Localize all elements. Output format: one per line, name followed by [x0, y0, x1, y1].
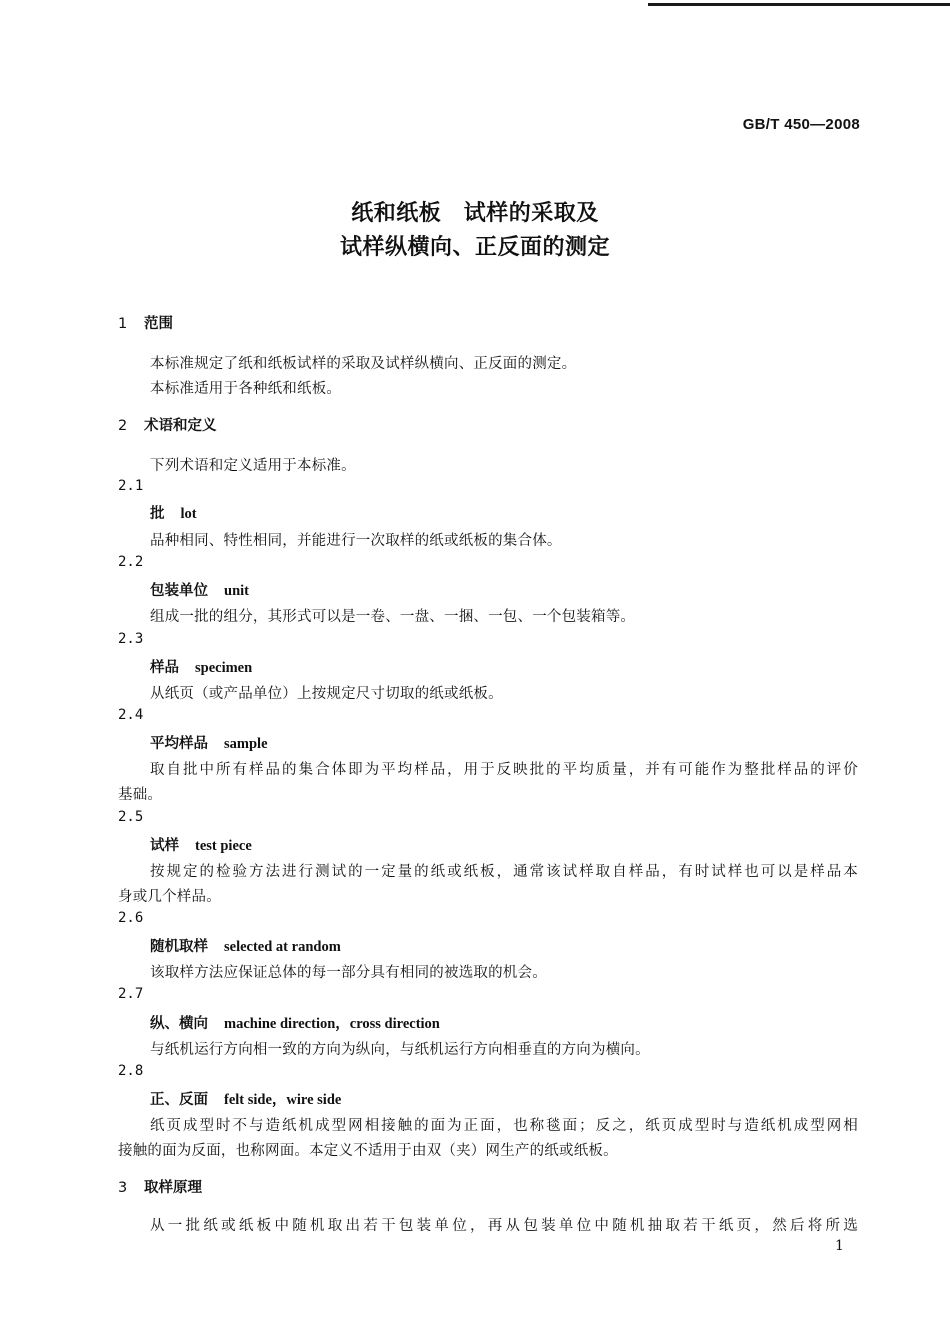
term-title — [150, 1012, 440, 1033]
term-definition: 该取样方法应保证总体的每一部分具有相同的被选取的机会。 — [150, 965, 547, 981]
term-zh: 纵、横向 — [150, 1016, 208, 1032]
term-zh: 试样 — [150, 838, 179, 854]
term-title — [150, 834, 252, 855]
term-title — [150, 935, 341, 956]
section-3-heading — [118, 1176, 202, 1197]
term-zh: 包装单位 — [150, 583, 208, 599]
term-zh: 批 — [150, 506, 165, 522]
paragraph: 从一批纸或纸板中随机取出若干包装单位，再从包装单位中随机抽取若干纸页，然后将所选 — [150, 1218, 858, 1234]
term-number: 2.5 — [118, 809, 144, 825]
section-number: 3 — [118, 1180, 128, 1196]
page-number: 1 — [835, 1238, 844, 1254]
term-zh: 正、反面 — [150, 1092, 208, 1108]
term-definition-continuation: 接触的面为反面，也称网面。本定义不适用于由双（夹）网生产的纸或纸板。 — [118, 1143, 618, 1159]
paragraph: 下列术语和定义适用于本标准。 — [150, 458, 356, 474]
term-zh: 平均样品 — [150, 736, 208, 752]
term-en: test piece — [195, 838, 252, 854]
section-number: 2 — [118, 418, 128, 434]
term-number: 2.4 — [118, 707, 144, 723]
term-number: 2.1 — [118, 478, 144, 494]
term-number: 2.7 — [118, 986, 144, 1002]
section-title: 取样原理 — [144, 1180, 202, 1196]
term-en: selected at random — [224, 939, 341, 955]
term-title — [150, 1088, 341, 1109]
term-definition: 取自批中所有样品的集合体即为平均样品，用于反映批的平均质量，并有可能作为整批样品的评价 — [150, 762, 858, 778]
term-en: felt side，wire side — [224, 1092, 342, 1108]
term-number: 2.2 — [118, 554, 144, 570]
term-definition: 组成一批的组分，其形式可以是一卷、一盘、一捆、一包、一个包装箱等。 — [150, 609, 636, 625]
term-definition-continuation: 基础。 — [118, 787, 163, 803]
term-en: machine direction，cross direction — [224, 1016, 440, 1032]
term-title — [150, 656, 252, 677]
paragraph: 本标准规定了纸和纸板试样的采取及试样纵横向、正反面的测定。 — [150, 356, 577, 372]
term-zh: 随机取样 — [150, 939, 208, 955]
document-title-line-2: 试样纵横向、正反面的测定 — [339, 235, 610, 260]
document-title-line-1: 纸和纸板 试样的采取及 — [351, 201, 599, 226]
term-definition-continuation: 身或几个样品。 — [118, 889, 221, 905]
section-title: 术语和定义 — [144, 418, 217, 434]
section-2-heading — [118, 414, 217, 435]
section-1-heading — [118, 312, 173, 333]
term-en: sample — [224, 736, 268, 752]
standard-code: GB/T 450—2008 — [742, 116, 860, 133]
term-definition: 与纸机运行方向相一致的方向为纵向，与纸机运行方向相垂直的方向为横向。 — [150, 1042, 650, 1058]
section-title: 范围 — [144, 316, 173, 332]
term-en: unit — [224, 583, 249, 599]
term-definition: 品种相同、特性相同，并能进行一次取样的纸或纸板的集合体。 — [150, 533, 562, 549]
term-definition: 从纸页（或产品单位）上按规定尺寸切取的纸或纸板。 — [150, 686, 503, 702]
term-zh: 样品 — [150, 660, 179, 676]
paragraph: 本标准适用于各种纸和纸板。 — [150, 381, 342, 397]
term-title — [150, 579, 249, 600]
term-title — [150, 732, 268, 753]
term-number: 2.6 — [118, 910, 144, 926]
term-number: 2.3 — [118, 631, 144, 647]
term-number: 2.8 — [118, 1063, 144, 1079]
term-definition: 按规定的检验方法进行测试的一定量的纸或纸板，通常该试样取自样品，有时试样也可以是样品本 — [150, 864, 858, 880]
term-title — [150, 502, 197, 523]
header-rule — [648, 3, 950, 6]
term-en: specimen — [195, 660, 253, 676]
term-en: lot — [180, 506, 197, 522]
section-number: 1 — [118, 316, 128, 332]
term-definition: 纸页成型时不与造纸机成型网相接触的面为正面，也称毯面；反之，纸页成型时与造纸机成型网相 — [150, 1118, 858, 1134]
